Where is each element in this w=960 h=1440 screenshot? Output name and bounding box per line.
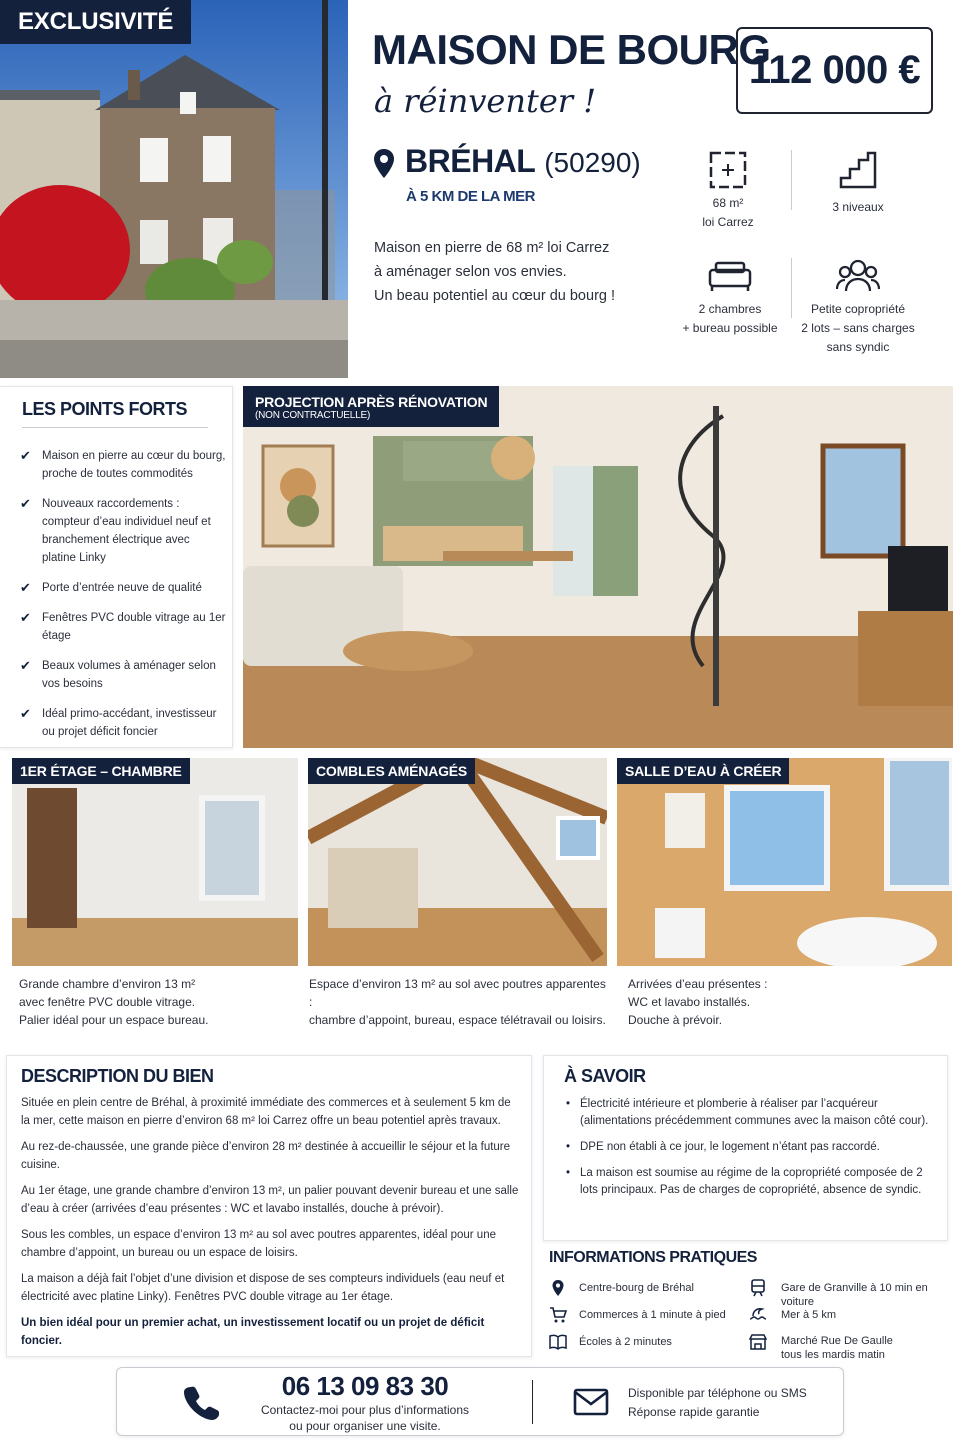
strength-item — [20, 447, 226, 483]
strength-text: Porte d’entrée neuve de qualité — [42, 582, 202, 594]
room-label: 1ER ÉTAGE – CHAMBRE — [12, 758, 190, 784]
feature-line: sans syndic — [826, 340, 890, 354]
attic-photo — [308, 758, 607, 966]
market-icon — [749, 1333, 767, 1351]
contact-line: ou pour organiser une visite. — [289, 1419, 441, 1433]
practical-item: Commerces à 1 minute à pied — [579, 1309, 726, 1321]
cart-icon — [549, 1306, 567, 1324]
caption-line: Espace d’environ 13 m² au sol avec poutres apparentes : — [309, 977, 606, 1009]
feature-divider — [791, 150, 792, 210]
check-icon: ✔ — [20, 448, 31, 463]
strength-item — [20, 609, 226, 645]
listing-title: MAISON DE BOURG — [372, 26, 771, 73]
postcode: (50290) — [544, 147, 641, 178]
good-to-know-list — [564, 1096, 939, 1208]
practical-item: Gare de Granville à 10 min en voiture — [781, 1282, 928, 1308]
practical-item — [781, 1334, 893, 1362]
room-caption — [628, 975, 928, 1029]
stairs-icon — [838, 150, 878, 190]
check-icon: ✔ — [20, 658, 31, 673]
intro-line: Maison en pierre de 68 m² loi Carrez — [374, 240, 610, 256]
description-paragraph: Au rez-de-chaussée, une grande pièce d’environ 28 m² destinée à accueillir le séjour et la future cuisine. — [21, 1141, 511, 1171]
strengths-underline — [22, 427, 208, 428]
price: 112 000 € — [748, 48, 921, 92]
strength-item — [20, 657, 226, 693]
practical-item: Mer à 5 km — [781, 1309, 837, 1321]
description-panel — [6, 1055, 532, 1357]
strength-text: Nouveaux raccordements : compteur d’eau individuel neuf et branchement électrique avec platine Linky — [42, 498, 211, 564]
intro-text — [374, 236, 615, 308]
bed-icon — [707, 258, 753, 294]
good-to-know-item: • Électricité intérieure et plomberie à réaliser par l’acquéreur (alimentations précédemment communes avec la maison côté cour). — [564, 1096, 939, 1130]
availability — [628, 1384, 807, 1422]
mail-icon[interactable] — [573, 1388, 609, 1416]
caption-line: Grande chambre d’environ 13 m² — [19, 977, 196, 991]
strength-item — [20, 579, 226, 597]
description-body — [21, 1094, 521, 1358]
price-box — [736, 27, 933, 114]
bedroom-photo — [12, 758, 298, 966]
room-label: COMBLES AMÉNAGÉS — [308, 758, 475, 784]
practical-title: INFORMATIONS PRATIQUES — [549, 1249, 757, 1266]
town: BRÉHAL — [405, 143, 536, 179]
book-icon — [549, 1333, 567, 1351]
good-to-know-item: • La maison est soumise au régime de la copropriété composée de 2 lots principaux. Pas de charges de copropriété, absence de syndic. — [564, 1165, 939, 1199]
wave-icon — [749, 1306, 767, 1324]
feature-line: 68 m² — [712, 196, 744, 210]
room-caption — [309, 975, 609, 1029]
strength-text: Idéal primo-accédant, investisseur ou projet déficit foncier — [42, 708, 217, 738]
description-paragraph: La maison a déjà fait l’objet d’une division et dispose de ses compteurs individuels (eau neuf et électricité avec platine Linky). Fenêtres PVC double vitrage au 1er étage. — [21, 1273, 505, 1303]
projection-note: (NON CONTRACTUELLE) — [255, 410, 371, 421]
intro-line: Un beau potentiel au cœur du bourg ! — [374, 288, 616, 304]
feature-line: + bureau possible — [682, 321, 778, 335]
practical-item: Écoles à 2 minutes — [579, 1336, 672, 1348]
projection-label — [243, 386, 499, 427]
good-to-know-item: • DPE non établi à ce jour, le logement n’étant pas raccordé. — [564, 1139, 939, 1156]
caption-line: WC et lavabo installés. — [628, 995, 751, 1009]
description-paragraph: Sous les combles, un espace d’environ 13 m² au sol avec poutres apparentes, idéal pour une chambre d’appoint, un bureau ou un espace de loisirs. — [21, 1229, 496, 1259]
feature-line: 3 niveaux — [832, 200, 884, 214]
description-title: DESCRIPTION DU BIEN — [21, 1066, 214, 1086]
good-to-know-panel — [543, 1055, 948, 1241]
phone-icon[interactable] — [183, 1384, 219, 1420]
good-to-know-title: À SAVOIR — [564, 1066, 646, 1086]
practical-item: Centre-bourg de Bréhal — [579, 1282, 694, 1294]
check-icon: ✔ — [20, 610, 31, 625]
feature-line: 2 lots – sans charges — [801, 321, 915, 335]
location-tagline: À 5 KM DE LA MER — [406, 188, 535, 205]
projection-title: PROJECTION APRÈS RÉNOVATION — [255, 394, 488, 410]
feature-condo — [796, 258, 920, 357]
room-caption — [19, 975, 299, 1029]
exclusivity-badge: EXCLUSIVITÉ — [0, 0, 191, 44]
strength-text: Beaux volumes à aménager selon vos besoins — [42, 660, 216, 690]
strength-text: Maison en pierre au cœur du bourg, proche de toutes commodités — [42, 450, 226, 480]
feature-line: Petite copropriété — [810, 302, 906, 316]
caption-line: chambre d’appoint, bureau, espace télétravail ou loisirs. — [309, 1013, 606, 1027]
train-icon — [749, 1279, 767, 1297]
caption-line: avec fenêtre PVC double vitrage. — [19, 995, 196, 1009]
feature-rooms — [672, 258, 788, 338]
description-closing: Un bien idéal pour un premier achat, un investissement locatif ou un projet de déficit foncier. — [21, 1317, 485, 1347]
location — [405, 143, 641, 180]
pin-icon — [549, 1279, 567, 1297]
caption-line: Palier idéal pour un espace bureau. — [19, 1013, 209, 1027]
check-icon: ✔ — [20, 496, 31, 511]
intro-line: à aménager selon vos envies. — [374, 264, 567, 280]
contact-line: Contactez-moi pour plus d’informations — [260, 1403, 470, 1417]
strength-item — [20, 705, 226, 741]
strength-text: Fenêtres PVC double vitrage au 1er étage — [42, 612, 226, 642]
description-paragraph: Au 1er étage, une grande chambre d’environ 13 m², un palier pouvant devenir bureau et une salle d’eau à créer (arrivées d’eau présentes : WC et lavabo installés, douche à prévoir). — [21, 1185, 519, 1215]
floorplan-icon — [708, 150, 748, 190]
caption-line: Douche à prévoir. — [628, 1013, 723, 1027]
feature-levels — [808, 150, 908, 217]
availability-line: Réponse rapide garantie — [628, 1405, 760, 1419]
contact-bar — [116, 1367, 844, 1436]
description-paragraph: Située en plein centre de Bréhal, à proximité immédiate des commerces et à seulement 5 km de la mer, cette maison en pierre d’environ 68 m² loi Carrez offre un beau potentiel après travaux. — [21, 1097, 511, 1127]
caption-line: Arrivées d’eau présentes : — [628, 977, 768, 991]
check-icon: ✔ — [20, 580, 31, 595]
room-label: SALLE D’EAU À CRÉER — [617, 758, 789, 784]
contact-text — [237, 1402, 493, 1434]
strengths-list — [20, 447, 226, 753]
feature-line: 2 chambres — [698, 302, 762, 316]
house-photo — [0, 0, 348, 378]
strengths-title: LES POINTS FORTS — [22, 399, 188, 419]
feature-surface — [678, 150, 778, 232]
people-icon — [836, 258, 880, 294]
feature-divider — [791, 258, 792, 318]
strength-item — [20, 495, 226, 567]
practical-subtext: tous les mardis matin — [781, 1349, 885, 1361]
check-icon: ✔ — [20, 706, 31, 721]
location-pin-icon — [372, 148, 396, 180]
contact-phone[interactable]: 06 13 09 83 30 — [281, 1371, 449, 1401]
availability-line: Disponible par téléphone ou SMS — [628, 1386, 807, 1400]
strengths-panel — [0, 386, 233, 748]
bathroom-photo — [617, 758, 952, 966]
feature-line: loi Carrez — [702, 215, 754, 229]
practical-text: Marché Rue De Gaulle — [781, 1335, 893, 1347]
contact-divider — [532, 1380, 533, 1424]
listing-subtitle: à réinventer ! — [374, 82, 597, 120]
renovation-projection-photo — [243, 386, 953, 748]
